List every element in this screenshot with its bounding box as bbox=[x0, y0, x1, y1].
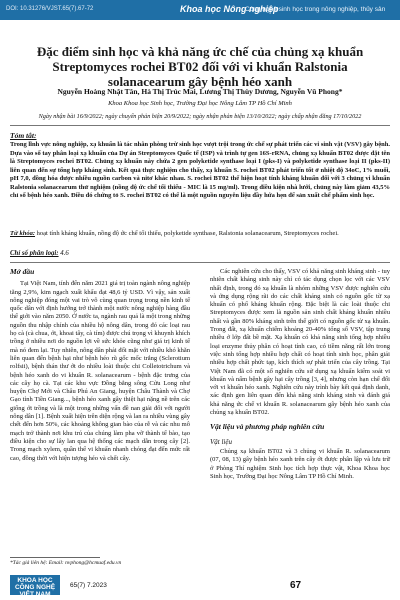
doi: DOI: 10.31276/VJST.65(7).67-72 bbox=[6, 6, 94, 12]
submission-dates: Ngày nhận bài 16/9/2022; ngày chuyển phản biện 20/9/2022; ngày nhận phản biện 13/10/2022; ngày chấp nhận đăng 17/10/2022 bbox=[38, 113, 362, 120]
intro-paragraph-left: Tại Việt Nam, tính đến năm 2021 giá trị toàn ngành nông nghiệp tăng 2,9%, kim ngạch xuất khẩu đạt 48,6 tỷ USD. Vì vậy, sản xuất nông nghiệp đóng một vai trò vô cùng quan trọng trong nền kinh tế quốc dân với định hướng trở thành một nước nông nghiệp hàng đầu thế giới vào năm 2050. Ở nước ta, ngành rau quả là một trong những nguồn thu nhập chính của nhiều hộ nông dân, trong đó các loại rau họ cà (cà chua, ớt, khoai tây, cà tím) được chú trọng vì khuynh khích trồng ở nhiều nơi do nguồn lợi về sức khỏe cũng như giá trị kinh tế mà nó đem lại. Tuy nhiên, nông dân phải đối mặt với nhiều khó khăn liên quan đến bệnh hại như bệnh héo rũ gốc mốc trắng (Sclerotium rolfsii), bệnh thán thư ớt do nhiều loài thuộc chi Colletotrichum và bệnh héo xanh do vi khuẩn R. solanacearum - bệnh đặc trưng của các cây họ cà. Tại các khu vực Đồng bằng sông Cửu Long như huyện Chợ Mới và Châu Phú An Giang, huyện Châu Thành và Chợ Gạo tỉnh Tiền Giang..., bệnh héo xanh gây thiệt hại nặng nề trên các giống ớt trồng và là một trong những vấn đề nan giải đối với người nông dân [1]. Bệnh xuất hiện trên diện rộng và lan ra nhiều vùng gây chết đến hơn 50%, các khoảng không gian bào của rễ và các nhu mô mạch trở thành nơi khu trú của chúng làm pha vỡ thành tế bào, tạo điều kiện cho sự lây lan qua hệ thống các mạch dẫn trong cây [2]. Trong mạch xylem, quần thể vi khuẩn nhanh chóng đạt đến mức rất cao, đồng thời với hiện tượng héo và chết cây. bbox=[10, 280, 190, 462]
article-title: Đặc điểm sinh học và khả năng ức chế của chủng xạ khuẩn Streptomyces rochei BT02 đối với vi khuẩn Ralstonia solanacearum gây bệnh héo xanh bbox=[36, 44, 364, 89]
author-list: Nguyễn Hoàng Nhật Tân, Hà Thị Trúc Mai, Lương Thị Thùy Dương, Nguyễn Vũ Phong* bbox=[57, 87, 343, 96]
divider-bottom bbox=[10, 262, 390, 263]
keywords-text: hoạt tính kháng khuẩn, nồng độ ức chế tối thiểu, polyketide synthase, Ralstonia solanacearum, Streptomyces rochei. bbox=[36, 230, 339, 237]
page-number: 67 bbox=[290, 580, 302, 591]
intro-heading: Mở đầu bbox=[10, 267, 35, 276]
intro-paragraph-right: Các nghiên cứu cho thấy, VSV có khả năng sinh kháng sinh - tuy nhiên chất kháng sinh này chỉ có tác dụng chọn lọc với các VSV nhất định, trong đó xạ khuẩn là nhóm những VSV được nghiên cứu và ứng dụng rộng rãi do các chất kháng sinh có nguồn gốc từ xạ khuẩn có phổ kháng khuẩn rộng. Đặc biệt là các loài thuộc chi Streptomyces được xem là nguồn sản sinh chất kháng khuẩn nhiều nhất và gần 80% kháng sinh trên thế giới có nguồn gốc từ xạ khuẩn. Trong đất, xạ khuẩn chiếm khoảng 20-40% tổng số VSV, tập trung nhiều ở lớp đất bề mặt. Xạ khuẩn có khả năng sinh tổng hợp nhiều loại enzyme thủy phân có hoạt tính cao, có tiềm năng rất lớn trong việc sinh tổng hợp nhiều hợp chất có hoạt tính sinh học, phân giải nhiều hợp chất phức tạp, kích thích sự phát triển của cây trồng. Tại Việt Nam đã có một số nghiên cứu sử dụng xạ khuẩn kiểm soát vi khuẩn và nấm bệnh gây hại cây trồng [3, 4], nhưng còn hạn chế đối với vi khuẩn héo xanh. Nghiên cứu này trình bày kết quả định danh, xác định gen liên quan đến khả năng sinh kháng sinh và đánh giá khả năng ức chế vi khuẩn R. solanacearum gây bệnh héo xanh của chủng xạ khuẩn BT02. bbox=[210, 268, 390, 417]
affiliation: Khoa Khoa học Sinh học, Trường Đại học Nông Lâm TP Hồ Chí Minh bbox=[108, 100, 292, 107]
column-right bbox=[210, 268, 390, 481]
methods-heading: Vật liệu và phương pháp nghiên cứu bbox=[210, 422, 325, 432]
keywords bbox=[10, 230, 390, 239]
abstract-label: Tóm tắt: bbox=[10, 131, 37, 140]
keywords-label: Từ khóa: bbox=[10, 230, 36, 237]
classification-label: Chỉ số phân loại: bbox=[10, 250, 59, 257]
materials-heading: Vật liệu bbox=[210, 437, 232, 446]
footnote-rule bbox=[10, 557, 100, 558]
column-left bbox=[10, 268, 190, 463]
classification-value: 4.6 bbox=[60, 250, 69, 257]
corresponding-author-note: *Tác giả liên hệ: Email: nvphong@hcmuaf.edu.vn bbox=[10, 560, 122, 566]
subject-area: Công nghệ sinh học trong nông nghiệp, thủy sản bbox=[245, 6, 386, 13]
section-label: Khoa học Nông nghiệp bbox=[180, 4, 279, 14]
abstract-text: Trong lĩnh vực nông nghiệp, xạ khuẩn là tác nhân phòng trừ sinh học vượt trội trong ức chế sự phát triển các vi sinh vật (VSV) gây bệnh. Dựa vào số tay phân loại xạ khuẩn của Dự án Streptomyces Quốc tế (ISP) và trình tự gen 16S-rRNA, chủng xạ khuẩn BT02 được đặt tên là Streptomyces rochei BT02. Chủng xạ khuẩn này chứa 2 gen polyketide synthase loại I (pks-I) và polyketide synthase loại II (pks-II) liên quan đến sự tổng hợp kháng sinh. Kết quả thực nghiệm cho thấy, xạ khuẩn S. rochei BT02 phát triển tốt ở nhiệt độ 34oC, 1% muối, pH 7,0, đồng hóa được nhiều nguồn carbon và nitơ khác nhau. S. rochei BT02 thể hiện hoạt tính kháng khuẩn đối với 3 chủng vi khuẩn Ralstonia solanacearum thử nghiệm (nồng độ ức chế tối thiểu - MIC là 15 mg/ml). Trong điều kiện nhà lưới, chủng này làm giảm 43,5% chỉ số bệnh héo xanh. Điều đó chứng tỏ S. rochei BT02 có thể là một nguồn nguyên liệu đầy hứa hẹn để sản xuất chế phẩm sinh học. bbox=[10, 141, 390, 199]
divider-top bbox=[10, 125, 390, 126]
materials-paragraph: Chủng xạ khuẩn BT02 và 3 chủng vi khuẩn R. solanacearum (07, 08, 13) gây bệnh héo xanh trên cây ớt được phân lập và lưu trữ ở Phòng Thí nghiệm Sinh học tích hợp thực vật, Khoa Khoa học Sinh học, Trường Đại học Nông Lâm TP Hồ Chí Minh. bbox=[210, 447, 390, 480]
classification bbox=[10, 250, 69, 257]
journal-logo: KHOA HỌC CÔNG NGHỆ VIỆT NAM bbox=[10, 575, 60, 595]
issue-info: 65(7) 7.2023 bbox=[70, 582, 107, 589]
